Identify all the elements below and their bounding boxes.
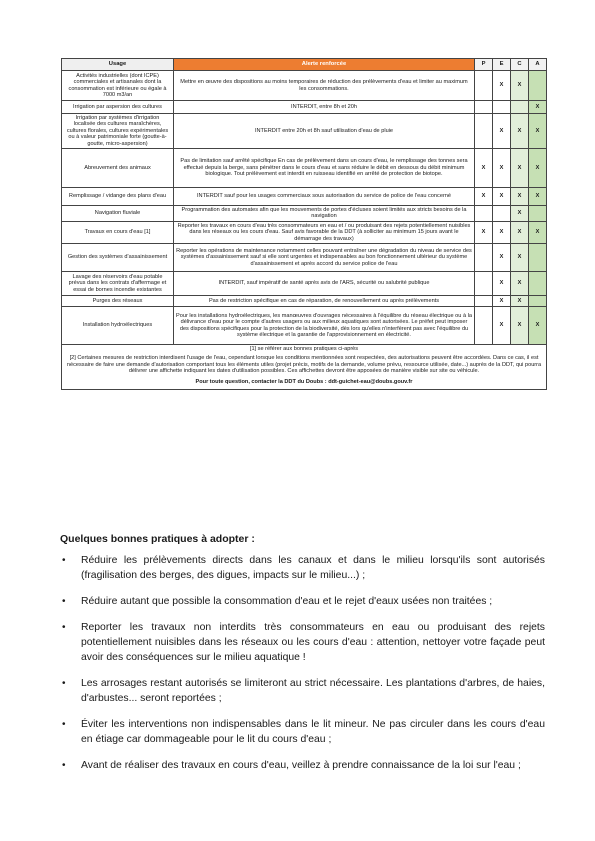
row-mark-e (493, 206, 511, 222)
row-mark-a: X (529, 101, 547, 114)
restrictions-table-container (61, 58, 546, 390)
table-row (62, 272, 547, 296)
row-measure: Pas de limitation sauf arrêté spécifique En cas de prélèvement dans un cours d'eau, le remplissage des tonnes sera effectué depuis la berge, sans pénétrer dans le cours d'eau et sans réduire le débit en dessous du débit minimum biologique. Tout prélèvement est interdit en ruisseau identifié en arrêté de protection de biotope. (174, 149, 475, 188)
row-mark-e: X (493, 296, 511, 307)
row-mark-c: X (511, 114, 529, 149)
table-row (62, 221, 547, 243)
table-row (62, 307, 547, 345)
row-mark-a (529, 206, 547, 222)
table-row (62, 101, 547, 114)
row-measure: Reporter les travaux en cours d'eau très consommateurs en eau et / ou produisant des rejets potentiellement nuisibles dans les réseaux ou les cours d'eau. Sauf avis favorable de la DDT (à solliciter au minimum 15 jours avant le démarrage des travaux) (174, 221, 475, 243)
row-mark-p: X (475, 149, 493, 188)
row-usage: Navigation fluviale (62, 206, 174, 222)
list-item-text: Les arrosages restant autorisés se limiteront au strict nécessaire. Les plantations d'arbres, de haies, d'arbustes... seront reportées ; (81, 678, 545, 704)
row-mark-a: X (529, 149, 547, 188)
row-mark-a (529, 296, 547, 307)
row-mark-a: X (529, 221, 547, 243)
contact-line: Pour toute question, contacter la DDT du Doubs : ddt-guichet-eau@doubs.gouv.fr (195, 378, 413, 385)
bullet-icon: • (62, 760, 66, 771)
row-mark-c: X (511, 149, 529, 188)
row-measure: INTERDIT, sauf impératif de santé après avis de l'ARS, sécurité ou salubrité publique (174, 272, 475, 296)
header-usage: Usage (62, 59, 174, 71)
list-item (60, 594, 545, 609)
row-mark-a: X (529, 114, 547, 149)
table-row (62, 149, 547, 188)
row-mark-c (511, 101, 529, 114)
header-col-a: A (529, 59, 547, 71)
row-mark-e: X (493, 149, 511, 188)
row-usage: Installation hydroélectriques (62, 307, 174, 345)
good-practices-section (60, 533, 545, 784)
header-col-e: E (493, 59, 511, 71)
row-mark-a (529, 272, 547, 296)
row-usage: Abreuvement des animaux (62, 149, 174, 188)
row-measure: Programmation des automates afin que les mouvements de portes d'écluses soient limités aux stricts besoins de la navigation (174, 206, 475, 222)
row-mark-e: X (493, 244, 511, 272)
row-mark-e: X (493, 71, 511, 101)
table-row (62, 244, 547, 272)
row-mark-c: X (511, 71, 529, 101)
table-row (62, 71, 547, 101)
table-row (62, 188, 547, 206)
row-mark-p (475, 296, 493, 307)
note-1: [1] se référer aux bonnes pratiques ci-après (249, 346, 359, 353)
row-measure: Mettre en œuvre des dispositions au moins temporaires de réduction des prélèvements d'eau et limiter au maximum les consommations. (174, 71, 475, 101)
list-item (60, 553, 545, 583)
row-mark-p: X (475, 188, 493, 206)
bullet-icon: • (62, 719, 66, 730)
list-item-text: Éviter les interventions non indispensables dans le lit mineur. Ne pas circuler dans les cours d'eau en étiage car dommageable pour le lit du cours d'eau ; (81, 719, 545, 745)
table-row (62, 206, 547, 222)
row-mark-p (475, 244, 493, 272)
row-measure: Reporter les opérations de maintenance notamment celles pouvant entraîner une dégradation du niveau de service des systèmes d'assainissement sauf si elle sont urgentes et indispensables au bon fonctionnement ultérieur du système d'assainissement et après accord du service police de l'eau (174, 244, 475, 272)
row-mark-c: X (511, 296, 529, 307)
list-item-text: Avant de réaliser des travaux en cours d'eau, veillez à prendre connaissance de la loi sur l'eau ; (81, 760, 521, 771)
row-mark-e: X (493, 188, 511, 206)
row-mark-p (475, 101, 493, 114)
row-usage: Lavage des réservoirs d'eau potable prévus dans les contrats d'affermage et essai de bornes incendie existantes (62, 272, 174, 296)
row-mark-a: X (529, 188, 547, 206)
row-measure: INTERDIT sauf pour les usages commerciaux sous autorisation du service de police de l'eau concerné (174, 188, 475, 206)
table-notes (62, 345, 547, 390)
row-mark-p (475, 272, 493, 296)
row-mark-c: X (511, 244, 529, 272)
list-item-text: Réduire autant que possible la consommation d'eau et le rejet d'eaux usées non traitées ; (81, 596, 493, 607)
row-mark-p: X (475, 221, 493, 243)
row-mark-p (475, 307, 493, 345)
row-measure: Pour les installations hydroélectriques, les manœuvres d'ouvrages nécessaires à l'équilibre du réseau électrique ou à la délivrance d'eau pour le compte d'autres usagers ou aux milieux aquatiques sont autorisées. Le préfet peut imposer des dispositions spécifiques pour la protection de la biodiversité, dès lors qu'elles n'interfèrent pas avec l'équilibre du système électrique et la garantie de l'approvisionnement en électricité. (174, 307, 475, 345)
row-mark-p (475, 206, 493, 222)
bullet-icon: • (62, 622, 66, 633)
note-2: [2] Certaines mesures de restriction interdisent l'usage de l'eau, cependant lorsque les conditions mentionnées sont respectées, des autorisations peuvent être accordées. Dans ce cas, il est nécessaire de faire une demande d'autorisation comportant tous les éléments utiles (projet précis, motifs de la demande, volume prévu, ressource utilisée, date...) auprès de la DDT, qui pourra délivrer une affichette indiquant les dates d'utilisation possibles. Ces affichettes devront être apposées de manière visible sur site ou véhicule. (66, 355, 542, 375)
row-mark-a (529, 71, 547, 101)
list-item (60, 758, 545, 773)
table-header-row (62, 59, 547, 71)
list-item (60, 717, 545, 747)
row-usage: Purges des réseaux (62, 296, 174, 307)
row-mark-c: X (511, 221, 529, 243)
row-mark-a: X (529, 307, 547, 345)
row-mark-e: X (493, 221, 511, 243)
row-mark-e: X (493, 114, 511, 149)
list-item-text: Reporter les travaux non interdits très consommateurs en eau ou produisant des rejets potentiellement nuisibles dans les réseaux ou les cours d'eau : attention, nettoyer votre façade peut avoir des conséquences sur le milieu aquatique ! (81, 622, 545, 663)
row-usage: Activités industrielles (dont ICPE) commerciales et artisanales dont la consommation est inférieure ou égale à 7000 m3/an (62, 71, 174, 101)
header-col-c: C (511, 59, 529, 71)
row-mark-a (529, 244, 547, 272)
row-mark-p (475, 71, 493, 101)
row-mark-c: X (511, 307, 529, 345)
bullet-icon: • (62, 555, 66, 566)
list-item (60, 620, 545, 665)
row-mark-e: X (493, 272, 511, 296)
table-body (62, 71, 547, 345)
row-mark-e: X (493, 307, 511, 345)
row-measure: Pas de restriction spécifique en cas de réparation, de renouvellement ou après prélèvements (174, 296, 475, 307)
row-mark-c: X (511, 272, 529, 296)
row-mark-e (493, 101, 511, 114)
bullet-icon: • (62, 678, 66, 689)
row-mark-c: X (511, 206, 529, 222)
bullet-icon: • (62, 596, 66, 607)
row-mark-c: X (511, 188, 529, 206)
list-item (60, 676, 545, 706)
table-notes-row (62, 345, 547, 390)
good-practices-title: Quelques bonnes pratiques à adopter : (60, 533, 255, 545)
list-item-text: Réduire les prélèvements directs dans les canaux et dans le milieu lorsqu'ils sont autorisés (fragilisation des berges, des digues, impacts sur le milieu...) ; (81, 555, 545, 581)
row-measure: INTERDIT entre 20h et 8h sauf utilisation d'eau de pluie (174, 114, 475, 149)
row-mark-p (475, 114, 493, 149)
table-row (62, 114, 547, 149)
header-alert-level: Alerte renforcée (174, 59, 475, 71)
row-usage: Irrigation par aspersion des cultures (62, 101, 174, 114)
row-measure: INTERDIT, entre 8h et 20h (174, 101, 475, 114)
row-usage: Remplissage / vidange des plans d'eau (62, 188, 174, 206)
table-row (62, 296, 547, 307)
restrictions-table (61, 58, 547, 390)
header-col-p: P (475, 59, 493, 71)
row-usage: Irrigation par systèmes d'irrigation localisée des cultures maraîchères, cultures florales, cultures expérimentales ou à valeur patrimoniale forte (goutte-à-goutte, micro-aspersion) (62, 114, 174, 149)
row-usage: Travaux en cours d'eau [1] (62, 221, 174, 243)
good-practices-list (60, 553, 545, 773)
row-usage: Gestion des systèmes d'assainissement (62, 244, 174, 272)
